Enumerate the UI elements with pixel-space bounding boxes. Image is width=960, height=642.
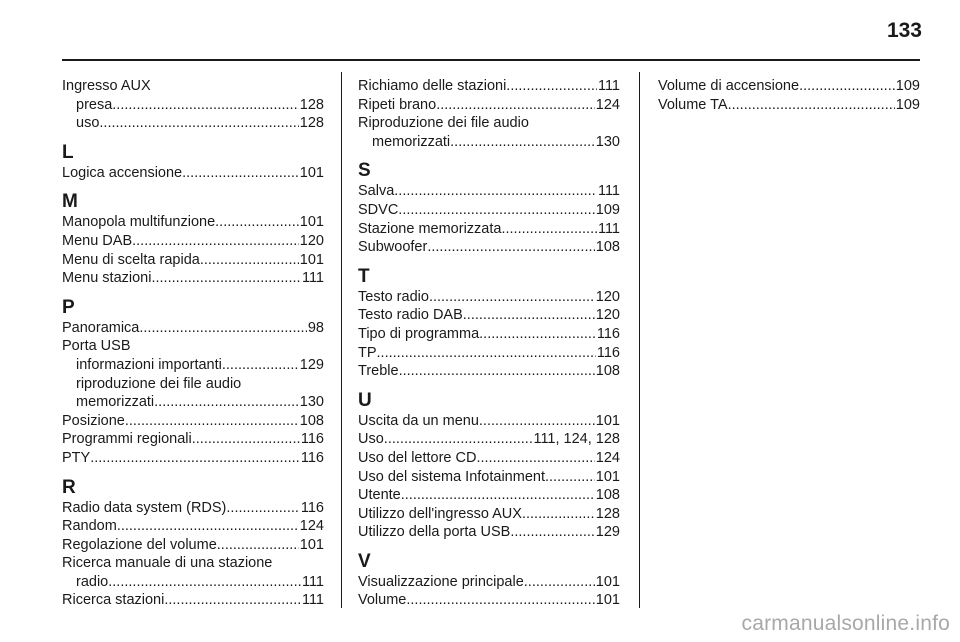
entry-text: Stazione memorizzata: [358, 220, 502, 237]
leader-dots: [406, 591, 594, 610]
column-divider: [341, 72, 342, 608]
entry-text: radio: [76, 573, 109, 590]
index-entry: [62, 96, 324, 115]
entry-text: Menu di scelta rapida: [62, 251, 200, 268]
index-entry: [62, 591, 324, 610]
index-letter: R: [62, 476, 76, 498]
index-entry: [358, 77, 620, 96]
index-column-3: [658, 77, 920, 114]
entry-text: Uso del lettore CD: [358, 449, 477, 466]
entry-page-number: 108: [595, 363, 620, 380]
entry-page-number: 101: [299, 536, 324, 553]
entry-page-number: 124: [595, 449, 620, 466]
leader-dots: [401, 486, 595, 505]
index-entry: [358, 591, 620, 610]
index-entry: [358, 182, 620, 201]
leader-dots: [506, 77, 597, 96]
leader-dots: [217, 536, 299, 555]
index-letter: U: [358, 389, 372, 411]
index-entry: [62, 573, 324, 592]
entry-page-number: 129: [299, 356, 324, 373]
entry-page-number: 116: [300, 499, 324, 516]
index-letter: M: [62, 191, 78, 213]
entry-page-number: 124: [595, 96, 620, 113]
leader-dots: [215, 213, 299, 232]
leader-dots: [427, 238, 594, 257]
entry-page-number: 98: [307, 319, 324, 336]
index-entry: [358, 430, 620, 449]
entry-page-number: 101: [595, 573, 620, 590]
entry-page-number: 111: [597, 183, 620, 200]
index-entry: [62, 499, 324, 518]
entry-text: memorizzati: [372, 133, 451, 150]
index-letter: P: [62, 296, 75, 318]
index-heading: Ingresso AUX: [62, 78, 151, 94]
leader-dots: [182, 164, 299, 183]
leader-dots: [125, 412, 299, 431]
index-entry: [658, 77, 920, 96]
entry-text: Menu DAB: [62, 232, 133, 249]
leader-dots: [200, 251, 299, 270]
entry-text: Subwoofer: [358, 239, 428, 256]
leader-dots: [226, 499, 299, 518]
entry-text: TP: [358, 344, 377, 361]
leader-dots: [398, 201, 595, 220]
leader-dots: [384, 430, 533, 449]
index-heading: Porta USB: [62, 338, 131, 355]
entry-text: Visualizzazione principale: [358, 573, 524, 590]
index-entry: [62, 319, 324, 338]
entry-page-number: 108: [595, 487, 620, 504]
leader-dots: [479, 325, 596, 344]
entry-page-number: 111: [597, 220, 620, 237]
index-entry: [358, 505, 620, 524]
index-entry: [62, 251, 324, 270]
entry-text: Radio data system (RDS): [62, 499, 227, 516]
leader-dots: [510, 523, 594, 542]
entry-page-number: 109: [895, 96, 920, 113]
entry-page-number: 120: [595, 307, 620, 324]
index-entry: [62, 232, 324, 251]
index-entry: [358, 288, 620, 307]
leader-dots: [399, 362, 595, 381]
entry-text: Tipo di programma: [358, 325, 480, 342]
entry-text: Posizione: [62, 412, 125, 429]
entry-text: Ripeti brano: [358, 96, 437, 113]
entry-page-number: 101: [299, 164, 324, 181]
index-entry: [358, 133, 620, 152]
leader-dots: [164, 591, 301, 610]
index-heading: riproduzione dei file audio: [76, 375, 242, 392]
leader-dots: [394, 182, 597, 201]
entry-page-number: 128: [299, 96, 324, 113]
entry-page-number: 101: [595, 592, 620, 609]
leader-dots: [112, 96, 299, 115]
leader-dots: [108, 573, 301, 592]
leader-dots: [117, 517, 299, 536]
leader-dots: [450, 133, 595, 152]
page-number: 133: [886, 19, 922, 42]
entry-page-number: 130: [299, 394, 324, 411]
entry-text: informazioni importanti: [76, 356, 222, 373]
leader-dots: [222, 356, 299, 375]
entry-page-number: 130: [595, 133, 620, 150]
entry-text: Salva: [358, 183, 395, 200]
entry-text: Volume TA: [658, 96, 728, 113]
leader-dots: [436, 96, 595, 115]
entry-page-number: 129: [595, 524, 620, 541]
entry-page-number: 116: [300, 431, 324, 448]
index-entry: [358, 412, 620, 431]
index-entry: [358, 468, 620, 487]
leader-dots: [99, 114, 298, 133]
leader-dots: [476, 449, 594, 468]
entry-text: Volume: [358, 592, 407, 609]
entry-page-number: 111, 124, 128: [533, 431, 620, 448]
index-entry: [358, 362, 620, 381]
index-letter: T: [358, 265, 370, 287]
entry-page-number: 116: [300, 449, 324, 466]
leader-dots: [728, 96, 895, 115]
index-entry: [62, 213, 324, 232]
entry-text: uso: [76, 115, 100, 132]
entry-text: Programmi regionali: [62, 431, 192, 448]
index-entry: [62, 430, 324, 449]
index-entry: [358, 486, 620, 505]
entry-page-number: 111: [301, 573, 324, 590]
entry-page-number: 128: [595, 505, 620, 522]
entry-page-number: 120: [299, 232, 324, 249]
entry-text: Uscita da un menu: [358, 412, 479, 429]
entry-text: Testo radio DAB: [358, 307, 463, 324]
entry-page-number: 111: [597, 78, 620, 94]
entry-text: Menu stazioni: [62, 270, 152, 287]
leader-dots: [463, 306, 595, 325]
leader-dots: [139, 319, 306, 338]
entry-text: Utilizzo della porta USB: [358, 524, 511, 541]
entry-text: Richiamo delle stazioni: [358, 78, 507, 94]
entry-text: SDVC: [358, 201, 399, 218]
entry-text: Manopola multifunzione: [62, 214, 216, 231]
index-entry: [62, 114, 324, 133]
index-entry: [358, 306, 620, 325]
entry-page-number: 128: [299, 115, 324, 132]
entry-page-number: 101: [299, 214, 324, 231]
leader-dots: [479, 412, 595, 431]
index-entry: [62, 269, 324, 288]
leader-dots: [151, 269, 300, 288]
index-entry: [358, 344, 620, 363]
leader-dots: [524, 573, 595, 592]
entry-page-number: 101: [595, 468, 620, 485]
index-column-1: [62, 77, 324, 610]
entry-text: Testo radio: [358, 288, 429, 305]
entry-text: Uso del sistema Infotainment: [358, 468, 545, 485]
entry-page-number: 108: [595, 239, 620, 256]
entry-page-number: 109: [595, 201, 620, 218]
index-entry: [358, 573, 620, 592]
entry-page-number: 116: [596, 344, 620, 361]
index-entry: [62, 517, 324, 536]
watermark: carmanualsonline.info: [741, 612, 950, 635]
entry-text: memorizzati: [76, 394, 155, 411]
index-entry: [358, 449, 620, 468]
index-entry: [62, 164, 324, 183]
entry-page-number: 116: [596, 325, 620, 342]
leader-dots: [429, 288, 595, 307]
entry-page-number: 124: [299, 518, 324, 535]
leader-dots: [799, 77, 895, 96]
entry-text: Ricerca stazioni: [62, 592, 165, 609]
index-entry: [658, 96, 920, 115]
entry-text: Volume di accensione: [658, 78, 800, 94]
entry-text: Utente: [358, 487, 401, 504]
entry-text: presa: [76, 96, 113, 113]
index-entry: [358, 96, 620, 115]
index-letter: S: [358, 160, 371, 182]
leader-dots: [377, 344, 596, 363]
entry-page-number: 108: [299, 412, 324, 429]
index-entry: [358, 220, 620, 239]
index-entry: [358, 523, 620, 542]
leader-dots: [522, 505, 595, 524]
index-entry: [358, 325, 620, 344]
entry-text: Treble: [358, 363, 399, 380]
index-entry: [62, 536, 324, 555]
leader-dots: [192, 430, 300, 449]
index-entry: [62, 449, 324, 468]
index-heading: Riproduzione dei file audio: [358, 115, 529, 132]
entry-text: Panoramica: [62, 319, 140, 336]
index-entry: [62, 412, 324, 431]
header-rule: [62, 59, 920, 61]
index-letter: L: [62, 141, 74, 163]
entry-page-number: 120: [595, 288, 620, 305]
index-heading: Ricerca manuale di una stazione: [62, 555, 273, 572]
leader-dots: [545, 468, 595, 487]
leader-dots: [132, 232, 299, 251]
index-entry: [62, 393, 324, 412]
entry-text: Utilizzo dell'ingresso AUX: [358, 505, 522, 522]
entry-text: Logica accensione: [62, 164, 183, 181]
column-divider: [639, 72, 640, 608]
leader-dots: [90, 449, 300, 468]
index-column-2: [358, 77, 620, 610]
entry-page-number: 111: [301, 592, 324, 609]
index-entry: [62, 356, 324, 375]
index-entry: [358, 238, 620, 257]
index-letter: V: [358, 550, 371, 572]
index-entry: [358, 201, 620, 220]
entry-text: Uso: [358, 431, 384, 448]
entry-text: Regolazione del volume: [62, 536, 217, 553]
entry-page-number: 111: [301, 270, 324, 287]
leader-dots: [154, 393, 299, 412]
entry-page-number: 109: [895, 78, 920, 94]
leader-dots: [501, 220, 597, 239]
entry-page-number: 101: [595, 412, 620, 429]
entry-page-number: 101: [299, 251, 324, 268]
entry-text: Random: [62, 518, 117, 535]
entry-text: PTY: [62, 449, 91, 466]
